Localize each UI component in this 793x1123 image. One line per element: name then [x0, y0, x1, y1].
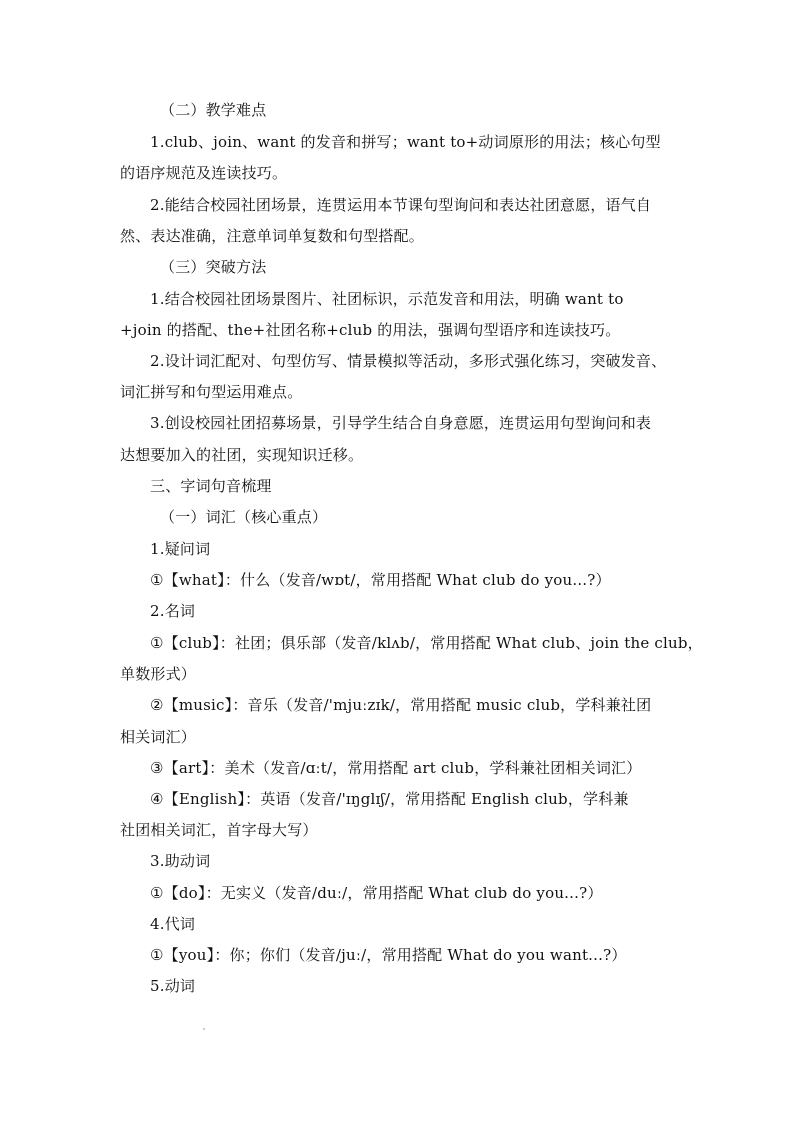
- category-heading-pronouns: 4.代词: [150, 915, 196, 933]
- paragraph-line: 1.club、join、want 的发音和拼写；want to+动词原形的用法；核心句型: [150, 133, 661, 151]
- paragraph-line: 然、表达准确，注意单词单复数和句型搭配。: [120, 227, 425, 245]
- section-heading-word-review: 三、字词句音梳理: [150, 477, 272, 495]
- paragraph-line: 3.创设校园社团招募场景，引导学生结合自身意愿，连贯运用句型询问和表: [150, 414, 652, 432]
- paragraph-line: 1.结合校园社团场景图片、社团标识，示范发音和用法，明确 want to: [150, 290, 624, 308]
- paragraph-line: 2.设计词汇配对、句型仿写、情景模拟等活动，多形式强化练习，突破发音、: [150, 352, 667, 370]
- page-speck: [203, 1028, 205, 1030]
- category-heading-verbs: 5.动词: [150, 977, 196, 995]
- section-heading-breakthrough-methods: （三）突破方法: [160, 258, 267, 276]
- vocab-entry-english-cont: 社团相关词汇，首字母大写）: [120, 821, 318, 839]
- category-heading-nouns: 2.名词: [150, 602, 196, 620]
- paragraph-line: +join 的搭配、the+社团名称+club 的用法，强调句型语序和连读技巧。: [120, 321, 621, 339]
- vocab-entry-do: ①【do】：无实义（发音/duː/，常用搭配 What club do you...?）: [150, 884, 603, 902]
- vocab-entry-art: ③【art】：美术（发音/ɑːt/，常用搭配 art club，学科兼社团相关词汇）: [150, 759, 642, 777]
- vocab-entry-music: ②【music】：音乐（发音/'mjuːzɪk/，常用搭配 music club，学科兼社团: [150, 696, 652, 714]
- paragraph-line: 2.能结合校园社团场景，连贯运用本节课句型询问和表达社团意愿，语气自: [150, 196, 652, 214]
- category-heading-interrogatives: 1.疑问词: [150, 540, 211, 558]
- vocab-entry-music-cont: 相关词汇）: [120, 728, 197, 746]
- paragraph-line: 的语序规范及连读技巧。: [120, 164, 288, 182]
- vocab-entry-you: ①【you】：你；你们（发音/juː/，常用搭配 What do you want...?）: [150, 946, 627, 964]
- paragraph-line: 达想要加入的社团，实现知识迁移。: [120, 446, 364, 464]
- subsection-heading-vocabulary: （一）词汇（核心重点）: [160, 508, 328, 526]
- vocab-entry-english: ④【English】：英语（发音/'ɪŋglɪʃ/，常用搭配 English club，学科兼: [150, 790, 629, 808]
- vocab-entry-club-cont: 单数形式）: [120, 665, 197, 683]
- paragraph-line: 词汇拼写和句型运用难点。: [120, 383, 303, 401]
- category-heading-auxiliary-verbs: 3.助动词: [150, 852, 211, 870]
- section-heading-teaching-difficulties: （二）教学难点: [160, 101, 267, 119]
- vocab-entry-club: ①【club】：社团；俱乐部（发音/klʌb/，常用搭配 What club、join the club，: [150, 634, 703, 652]
- vocab-entry-what: ①【what】：什么（发音/wɒt/，常用搭配 What club do you...?）: [150, 571, 611, 589]
